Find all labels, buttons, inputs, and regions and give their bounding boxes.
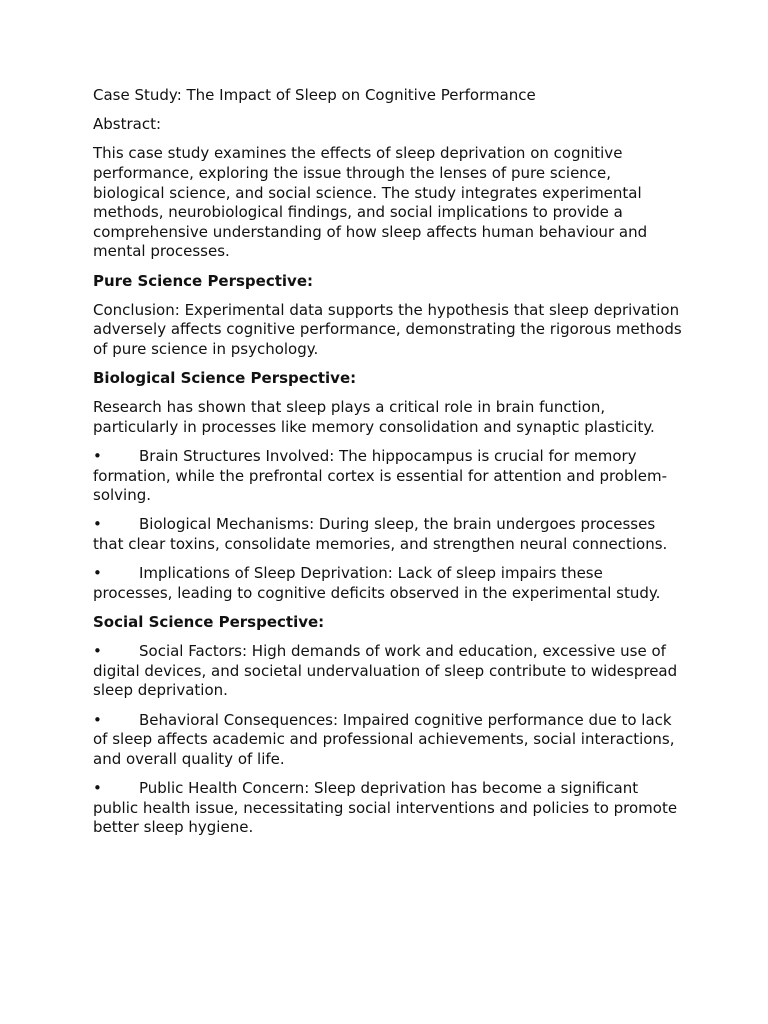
pure-science-conclusion: Conclusion: Experimental data supports the hypothesis that sleep deprivation adversely affects cognitive performance, demonstrating the rigorous methods of pure science in psychology. (93, 300, 682, 358)
list-item-text: Social Factors: High demands of work and education, excessive use of digital devices, and societal undervaluation of sleep contribute to widespread sleep deprivation. (93, 642, 678, 700)
list-item-text: Brain Structures Involved: The hippocampus is crucial for memory formation, while the prefrontal cortex is essential for attention and problem-solving. (93, 447, 667, 505)
list-item (93, 779, 683, 838)
biological-science-heading: Biological Science Perspective: (93, 369, 357, 388)
list-item-text: Biological Mechanisms: During sleep, the brain undergoes processes that clear toxins, consolidate memories, and strengthen neural connections. (93, 515, 668, 554)
list-item-text: Behavioral Consequences: Impaired cognitive performance due to lack of sleep affects academic and professional achievements, social interactions, and overall quality of life. (93, 710, 675, 768)
document-body (93, 86, 683, 847)
biological-science-intro: Research has shown that sleep plays a critical role in brain function, particularly in processes like memory consolidation and synaptic plasticity. (93, 398, 655, 436)
list-item (93, 642, 683, 701)
bullet-glyph: • (93, 642, 102, 661)
list-item (93, 515, 683, 554)
list-item (93, 711, 683, 770)
bullet-glyph: • (93, 564, 102, 583)
bullet-glyph: • (93, 515, 102, 534)
list-item-text: Implications of Sleep Deprivation: Lack of sleep impairs these processes, leading to cognitive deficits observed in the experimental study. (93, 564, 661, 602)
list-item (93, 447, 683, 506)
bullet-glyph: • (93, 447, 102, 466)
bullet-glyph: • (93, 710, 102, 729)
social-science-heading: Social Science Perspective: (93, 613, 325, 631)
abstract-label: Abstract: (93, 115, 162, 134)
abstract-text: This case study examines the effects of sleep deprivation on cognitive performance, exploring the issue through the lenses of pure science, biological science, and social science. The study integrates experimental methods, neurobiological findings, and social implications to provide a comprehensive understanding of how sleep affects human behaviour and mental processes. (93, 144, 648, 261)
list-item (93, 564, 683, 603)
bullet-glyph: • (93, 778, 102, 797)
document-title: Case Study: The Impact of Sleep on Cognitive Performance (93, 86, 536, 104)
list-item-text: Public Health Concern: Sleep deprivation has become a significant public health issue, necessitating social interventions and policies to promote better sleep hygiene. (93, 778, 678, 837)
pure-science-heading: Pure Science Perspective: (93, 271, 313, 290)
